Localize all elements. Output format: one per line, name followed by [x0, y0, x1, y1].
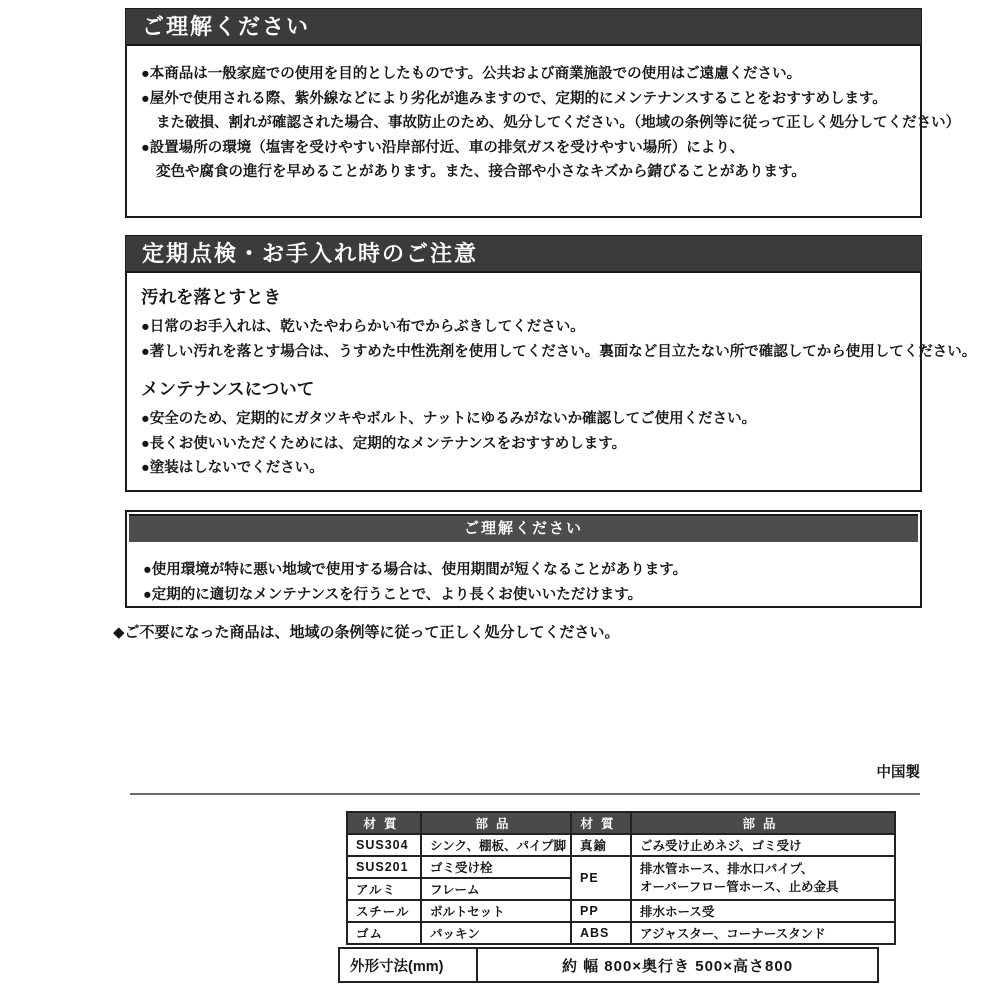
parts-cell: ボルトセット [421, 900, 571, 922]
materials-table [346, 811, 896, 945]
country-of-origin-label: 中国製 [876, 765, 920, 781]
maintenance-heading: メンテナンスについて [141, 379, 315, 400]
header-parts-right: 部品 [631, 812, 895, 834]
parts-cell: シンク、棚板、パイプ脚 [421, 834, 571, 856]
header-parts-left: 部品 [421, 812, 571, 834]
cleaning-bullet: ●著しい汚れを落とす場合は、うすめた中性洗剤を使用してください。裏面など目立たない所で確認してから使用してください。 [141, 343, 977, 360]
table-row [347, 834, 895, 856]
environment-bullet: ●定期的に適切なメンテナンスを行うことで、より長くお使いいただけます。 [143, 586, 643, 603]
disposal-note: ◆ご不要になった商品は、地域の条例等に従って正しく処分してください。 [113, 624, 620, 641]
material-cell: ABS [571, 922, 631, 944]
material-cell: スチール [347, 900, 421, 922]
notice-line-continuation: また破損、割れが確認された場合、事故防止のため、処分してください。（地域の条例等に従って正しく処分してください） [156, 115, 961, 132]
section3-body [127, 544, 920, 607]
section3-title-bar: ご理解ください [129, 514, 918, 542]
table-row [347, 922, 895, 944]
section-inspection-care [125, 235, 977, 492]
material-cell-merged: PE [571, 856, 631, 900]
notice-line-continuation: 変色や腐食の進行を早めることがあります。また、接合部や小さなキズから錆びることがあります。 [156, 164, 806, 181]
table-row [347, 856, 895, 878]
material-cell: アルミ [347, 878, 421, 900]
parts-cell: 排水ホース受 [631, 900, 895, 922]
section2-body [125, 272, 977, 492]
material-cell: SUS201 [347, 856, 421, 878]
notice-line: ●屋外で使用される際、紫外線などにより劣化が進みますので、定期的にメンテナンスすることをおすすめします。 [141, 90, 887, 107]
parts-cell-merged [631, 856, 895, 900]
section-understanding-2 [125, 510, 922, 608]
maintenance-bullet: ●長くお使いいただくためには、定期的なメンテナンスをおすすめします。 [141, 435, 627, 452]
dimensions-table [338, 947, 879, 983]
dimensions-row [339, 948, 878, 982]
horizontal-divider [130, 793, 920, 795]
section1-body [125, 45, 961, 218]
maintenance-bullet: ●安全のため、定期的にガタツキやボルト、ナットにゆるみがないか確認してご使用ください。 [141, 411, 757, 428]
parts-cell: ゴミ受け栓 [421, 856, 571, 878]
dimensions-label: 外形寸法(mm) [339, 948, 477, 982]
notice-line: ●本商品は一般家庭での使用を目的としたものです。公共および商業施設での使用はご遠慮ください。 [141, 66, 802, 82]
header-material-left: 材質 [347, 812, 421, 834]
section2-title-bar: 定期点検・お手入れ時のご注意 [125, 235, 922, 272]
parts-line: 排水管ホース、排水口パイプ、 [640, 862, 814, 876]
notice-line: ●設置場所の環境（塩害を受けやすい沿岸部付近、車の排気ガスを受けやすい場所）により、 [141, 139, 745, 156]
parts-cell: ごみ受け止めネジ、ゴミ受け [631, 834, 895, 856]
dimensions-value: 約 幅 800×奥行き 500×高さ800 [477, 948, 878, 982]
section1-title-bar: ご理解ください [125, 8, 922, 45]
header-material-right: 材質 [571, 812, 631, 834]
environment-bullet: ●使用環境が特に悪い地域で使用する場合は、使用期間が短くなることがあります。 [143, 562, 688, 578]
parts-cell: パッキン [421, 922, 571, 944]
material-cell: ゴム [347, 922, 421, 944]
material-cell: PP [571, 900, 631, 922]
parts-line: オーバーフロー管ホース、止め金具 [640, 880, 839, 894]
cleaning-heading: 汚れを落とすとき [141, 287, 281, 307]
maintenance-bullet: ●塗装はしないでください。 [141, 460, 324, 477]
parts-cell: アジャスター、コーナースタンド [631, 922, 895, 944]
table-row [347, 900, 895, 922]
material-cell: SUS304 [347, 834, 421, 856]
parts-cell: フレーム [421, 878, 571, 900]
cleaning-bullet: ●日常のお手入れは、乾いたやわらかい布でからぶきしてください。 [141, 319, 585, 335]
materials-header-row [347, 812, 895, 834]
material-cell: 真鍮 [571, 834, 631, 856]
section-understanding [125, 8, 961, 218]
